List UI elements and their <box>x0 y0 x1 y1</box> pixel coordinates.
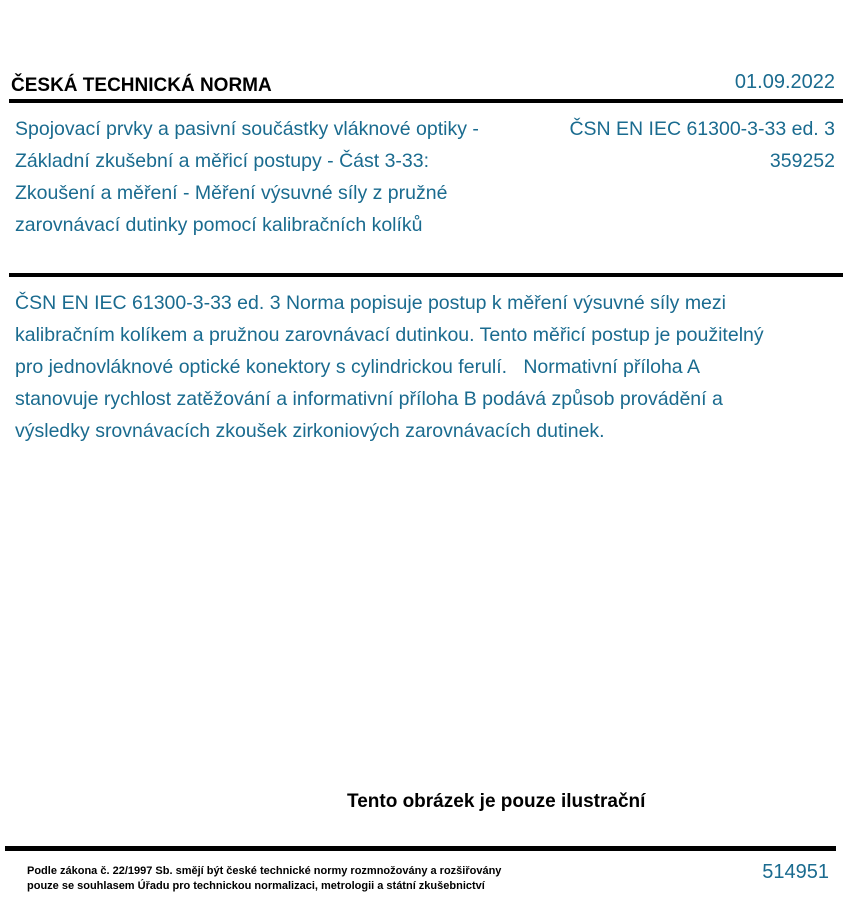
standard-designation: ČSN EN IEC 61300-3-33 ed. 3 <box>569 118 835 140</box>
standard-abstract: ČSN EN IEC 61300-3-33 ed. 3 Norma popisuje postup k měření výsuvné síly mezi kalibračním kolíkem a pružnou zarovnávací dutinkou. Tento měřicí postup je použitelný pro jednovláknové optické konektory s cylindrickou ferulí. Normativní příloha A stanovuje rychlost zatěžování a informativní příloha B podává způsob provádění a výsledky srovnávacích zkoušek zirkoniových zarovnávacích dutinek. <box>15 292 770 442</box>
publication-date: 01.09.2022 <box>734 71 835 93</box>
illustration-note: Tento obrázek je pouze ilustrační <box>347 791 646 812</box>
catalog-number: 514951 <box>762 861 829 883</box>
legal-notice <box>27 864 501 894</box>
header-divider <box>9 99 843 103</box>
document-type-title: ČESKÁ TECHNICKÁ NORMA <box>11 75 272 96</box>
legal-notice-line-1: Podle zákona č. 22/1997 Sb. smějí být české technické normy rozmnožovány a rozšiřovány <box>27 865 502 877</box>
standard-title: Spojovací prvky a pasivní součástky vláknové optiky - Základní zkušební a měřicí postupy - Část 3-33: Zkoušení a měření - Měření výsuvné síly z pružné zarovnávací dutinky pomocí kalibračních kolíků <box>15 118 479 236</box>
title-divider <box>9 273 843 277</box>
standard-class-code: 359252 <box>769 150 835 172</box>
standard-identification <box>569 113 835 177</box>
legal-notice-line-2: pouze se souhlasem Úřadu pro technickou normalizaci, metrologii a státní zkušebnictví <box>27 880 485 892</box>
footer-divider <box>5 846 836 851</box>
